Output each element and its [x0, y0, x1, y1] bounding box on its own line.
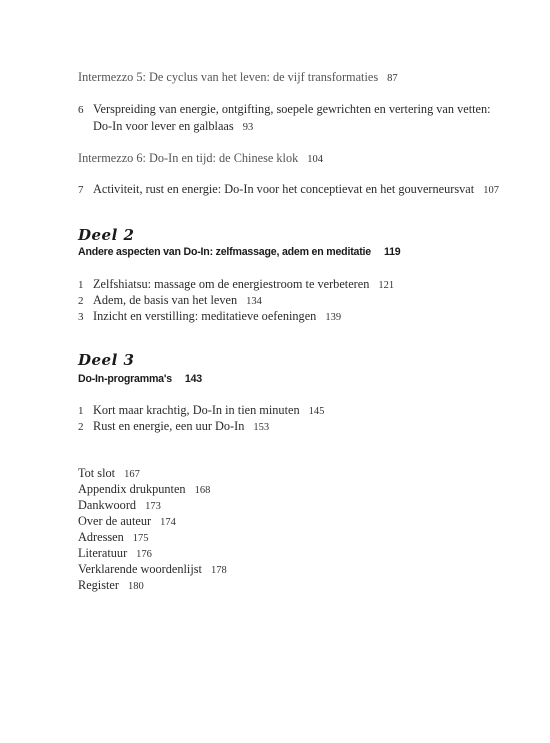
toc-entry-title: Adem, de basis van het leven: [93, 293, 238, 307]
toc-entry-title: Tot slot: [78, 466, 116, 480]
toc-backmatter-entry: [78, 578, 144, 594]
toc-entry-deel3-1: [78, 403, 324, 419]
toc-entry-title: Dankwoord: [78, 498, 137, 512]
toc-page-number: 174: [160, 517, 176, 528]
toc-entry-title: Over de auteur: [78, 514, 152, 528]
toc-entry-title: Intermezzo 5: De cyclus van het leven: de vijf transformaties: [78, 70, 379, 84]
toc-entry-chapter-6-continued: [78, 119, 253, 135]
part-page-number: 143: [184, 373, 202, 385]
part-subtitle-deel-2: [78, 246, 400, 258]
toc-entry-title: Rust en energie, een uur Do-In: [93, 419, 245, 433]
part-heading-deel-3: Deel 3: [78, 351, 135, 369]
toc-chapter-number: 2: [78, 421, 84, 433]
toc-page-number: 104: [307, 154, 324, 165]
part-heading-deel-2: Deel 2: [78, 226, 135, 244]
toc-page-number: 121: [378, 280, 395, 291]
toc-page-number: 175: [132, 533, 149, 544]
toc-entry-title: Inzicht en verstilling: meditatieve oefeningen: [93, 309, 317, 323]
toc-entry-deel2-2: [78, 293, 262, 309]
toc-page-number: 145: [308, 406, 325, 417]
toc-entry-title: Do-In voor lever en galblaas: [93, 119, 234, 133]
toc-entry-title: Verspreiding van energie, ontgifting, soepele gewrichten en vertering van vetten:: [93, 102, 491, 116]
toc-backmatter-entry: [78, 562, 227, 578]
toc-entry-intermezzo-6: [78, 151, 323, 167]
toc-page-number: 107: [483, 185, 499, 196]
toc-entry-title: Intermezzo 6: Do-In en tijd: de Chinese klok: [78, 151, 299, 165]
toc-entry-deel3-2: [78, 419, 269, 435]
part-subtitle-deel-3: [78, 373, 202, 385]
toc-page-number: 173: [145, 501, 161, 512]
toc-entry-chapter-6: [78, 102, 491, 118]
toc-backmatter-entry: [78, 546, 152, 562]
toc-page-number: 180: [127, 581, 144, 592]
toc-page-number: 93: [242, 122, 254, 133]
toc-backmatter-entry: [78, 466, 140, 482]
toc-entry-deel2-1: [78, 277, 394, 293]
toc-page-number: 139: [325, 312, 342, 323]
toc-chapter-number: 3: [78, 311, 84, 323]
toc-chapter-number: 2: [78, 295, 84, 307]
part-page-number: 119: [383, 246, 401, 258]
toc-chapter-number: 1: [78, 279, 84, 291]
toc-entry-title: Literatuur: [78, 546, 128, 560]
toc-page-number: 168: [194, 485, 211, 496]
toc-entry-title: Kort maar krachtig, Do-In in tien minuten: [93, 403, 300, 417]
toc-entry-title: Register: [78, 578, 119, 592]
toc-chapter-number: 6: [78, 104, 84, 116]
toc-page-number: 176: [136, 549, 152, 560]
part-subtitle: Andere aspecten van Do-In: zelfmassage, adem en meditatie: [78, 246, 371, 258]
toc-entry-title: Adressen: [78, 530, 124, 544]
toc-page-number: 153: [253, 422, 270, 433]
toc-backmatter-entry: [78, 514, 176, 530]
toc-page-number: 134: [246, 296, 262, 307]
toc-entry-title: Zelfshiatsu: massage om de energiestroom te verbeteren: [93, 277, 370, 291]
toc-entry-title: Appendix drukpunten: [78, 482, 186, 496]
toc-page-number: 87: [387, 73, 398, 84]
toc-entry-chapter-7: [78, 182, 499, 198]
toc-backmatter-entry: [78, 530, 149, 546]
toc-entry-title: Activiteit, rust en energie: Do-In voor het conceptievat en het gouverneursvat: [93, 182, 475, 196]
toc-entry-deel2-3: [78, 309, 341, 325]
part-subtitle: Do-In-programma's: [78, 373, 172, 385]
toc-backmatter-entry: [78, 498, 161, 514]
toc-entry-title: Verklarende woordenlijst: [78, 562, 202, 576]
toc-entry-intermezzo-5: [78, 70, 398, 86]
toc-backmatter-entry: [78, 482, 210, 498]
toc-page-number: 167: [124, 469, 140, 480]
toc-chapter-number: 1: [78, 405, 84, 417]
toc-page-number: 178: [210, 565, 227, 576]
toc-chapter-number: 7: [78, 184, 84, 196]
